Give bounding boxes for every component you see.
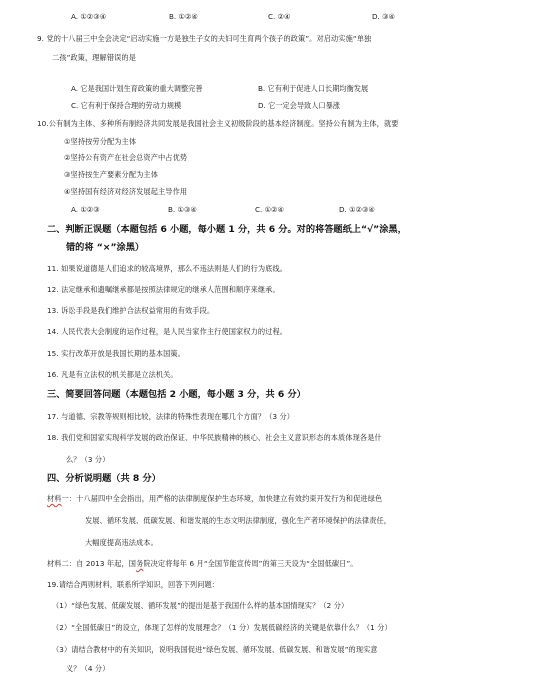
judgement-item-13: 13. 诉讼手段是我们维护合法权益常用的有效手段。 [47, 306, 215, 315]
q10-item-3: ③坚持按生产要素分配为主体 [64, 170, 158, 179]
q10-item-2: ②坚持公有资产在社会总资产中占优势 [64, 153, 188, 162]
question-19-stem: 19.请结合两则材料，联系所学知识，回答下列问题： [47, 580, 220, 589]
q9-option-b: B. 它有利于促进人口长期均衡发展 [258, 84, 369, 93]
q8-option-b: B. ①②④ [169, 12, 198, 21]
q10-item-1: ①坚持按劳分配为主体 [64, 137, 137, 146]
section2-title-line1: 二、判断正误题（本题包括 6 小题，每小题 1 分，共 6 分。对的将答题纸上“√”涂黑， [47, 224, 407, 235]
material1-label: 材料 [47, 494, 62, 503]
question-17: 17. 与道德、宗教等规则相比较，法律的特殊性表现在哪几个方面？（3 分） [47, 412, 295, 421]
q8-options [0, 12, 542, 24]
q9-option-c: C. 它有利于保持合理的劳动力规模 [71, 101, 182, 110]
question-19-sub3-line1: （3）请结合教材中的有关知识，说明我国促进“绿色发展、循环发展、低碳发展、和谐发展”的现实意 [52, 645, 378, 654]
q9-option-d: D. 它一定会导致人口暴涨 [258, 101, 340, 110]
section2-title-line2: 错的将 “×”涂黑） [66, 242, 145, 253]
question-19-sub2: （2）“全国低碳日”的设立，体现了怎样的发展理念？（1 分）发展低碳经济的关键是依靠什么？（1 分） [52, 623, 392, 632]
judgement-item-14: 14. 人民代表大会制度的运作过程，是人民当家作主行使国家权力的过程。 [47, 327, 288, 336]
q10-option-c: C. ①②④ [255, 205, 284, 214]
material2-text-part3: 院决定将每年 6 月“全国节能宣传周”的第三天设为“全国低碳日”。 [143, 559, 358, 568]
material2-text-part2: 务 [136, 559, 144, 568]
judgement-item-15: 15. 实行改革开放是我国长期的基本国策。 [47, 349, 186, 358]
q8-option-a: A. ①②③④ [71, 12, 107, 21]
q10-stem: 10.公有制为主体、多种所有制经济共同发展是我国社会主义初级阶段的基本经济制度。坚持公有制为主体，就要 [37, 119, 399, 128]
section3-title: 三、简要回答问题（本题包括 2 小题，每小题 3 分，共 6 分） [47, 389, 306, 400]
material1-line3: 大幅度提高违法成本。 [85, 538, 158, 547]
material2-line [47, 559, 358, 569]
judgement-item-12: 12. 法定继承和遗嘱继承都是按照法律规定的继承人范围和顺序来继承。 [47, 285, 280, 294]
material2-text-part1: 材料二：自 2013 年起，国 [47, 559, 137, 568]
material1-line2: 发展、循环发展、低碳发展、和谐发展的生态文明法律制度，强化生产者环境保护的法律责任， [85, 516, 392, 525]
q10-option-a: A. ①②③ [71, 205, 100, 214]
q8-option-d: D. ③④ [372, 12, 395, 21]
q8-option-c: C. ②④ [268, 12, 291, 21]
material1-line1 [47, 494, 382, 504]
q9-stem-line1: 9. 党的十八届三中全会决定“启动实施一方是独生子女的夫妇可生育两个孩子的政策”。对启动实施“单独 [37, 34, 372, 43]
q9-options-row2 [0, 101, 542, 113]
question-18-line2: 么？（3 分） [66, 455, 110, 464]
q10-option-d: D. ①②③④ [339, 205, 375, 214]
q10-options [0, 205, 542, 217]
q10-item-4: ④坚持国有经济对经济发展起主导作用 [64, 187, 188, 196]
material1-line1-text: 一：十八届四中全会指出，用严格的法律制度保护生态环境，加快建立有效约束开发行为和促进绿色 [61, 494, 383, 503]
question-19-sub3-line2: 义？（4 分） [66, 664, 110, 673]
q9-options-row1 [0, 84, 542, 96]
judgement-item-11: 11. 如果说道德是人们追求的较高境界，那么不违法则是人们的行为底线。 [47, 264, 288, 273]
question-18-line1: 18. 我们党和国家实现科学发展的政治保证、中华民族精神的核心、社会主义意识形态的本质体现各是什 [47, 433, 382, 442]
q9-stem-line2: 二孩”政策，理解错误的是 [52, 53, 136, 62]
q9-option-a: A. 它是我国计划生育政策的重大调整完善 [71, 84, 203, 93]
section4-title: 四、分析说明题（共 8 分） [47, 473, 161, 484]
q10-option-b: B. ①③④ [168, 205, 197, 214]
question-19-sub1: （1）“绿色发展、低碳发展、循环发展”的提出是基于我国什么样的基本国情现实？（2 分） [52, 601, 349, 610]
judgement-item-16: 16. 凡是有立法权的机关都是立法机关。 [47, 370, 178, 379]
